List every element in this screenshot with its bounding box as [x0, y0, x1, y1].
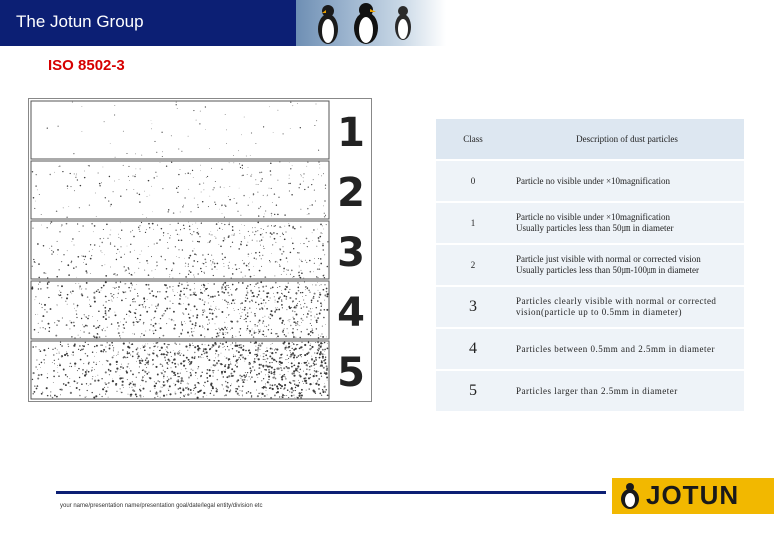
header-title: The Jotun Group	[16, 12, 144, 31]
description-cell: Particles between 0.5mm and 2.5mm in diameter	[510, 328, 744, 370]
page-title: ISO 8502-3	[48, 57, 125, 74]
penguin-icon	[312, 2, 344, 46]
table-row	[436, 160, 744, 202]
description-cell: Particle no visible under ×10magnification Usually particles less than 50㎛ in diameter	[510, 202, 744, 244]
table-row	[436, 328, 744, 370]
dust-strip-3	[31, 221, 329, 279]
dust-sample-panel	[28, 98, 372, 402]
class-cell: 2	[436, 244, 510, 286]
strip-label-5: 5	[337, 350, 365, 396]
strip-label-4: 4	[337, 290, 365, 336]
dust-strip-2	[31, 161, 329, 219]
class-cell: 5	[436, 370, 510, 412]
footer-text: your name/presentation name/presentation goal/date/legal entity/division etc	[60, 503, 263, 509]
jotun-logo	[612, 478, 774, 514]
dust-strip-1	[31, 101, 329, 159]
column-header-class: Class	[436, 119, 510, 160]
jotun-logo-icon	[618, 482, 642, 510]
description-cell: Particles larger than 2.5mm in diameter	[510, 370, 744, 412]
dust-strip-4	[31, 281, 329, 339]
description-cell: Particle just visible with normal or corrected vision Usually particles less than 50㎛-100㎛ in diameter	[510, 244, 744, 286]
penguin-icon	[346, 2, 386, 46]
column-header-description: Description of dust particles	[510, 119, 744, 160]
dust-strip-5	[31, 341, 329, 399]
table-header-row	[436, 119, 744, 160]
description-cell: Particle no visible under ×10magnification	[510, 160, 744, 202]
dust-sample-image	[29, 99, 331, 401]
strip-label-3: 3	[337, 230, 365, 276]
strip-label-1: 1	[337, 110, 365, 156]
footer-divider	[56, 491, 606, 494]
class-cell: 4	[436, 328, 510, 370]
penguin-icon	[390, 2, 416, 42]
description-cell: Particles clearly visible with normal or corrected vision(particle up to 0.5mm in diameter)	[510, 286, 744, 328]
strip-label-2: 2	[337, 170, 365, 216]
header-bar	[0, 0, 296, 46]
table-row	[436, 202, 744, 244]
dust-class-table	[436, 119, 744, 413]
table-row	[436, 244, 744, 286]
table-row	[436, 370, 744, 412]
logo-text: JOTUN	[646, 480, 740, 510]
class-cell: 3	[436, 286, 510, 328]
class-cell: 0	[436, 160, 510, 202]
table-row	[436, 286, 744, 328]
class-cell: 1	[436, 202, 510, 244]
penguin-banner	[296, 0, 446, 46]
